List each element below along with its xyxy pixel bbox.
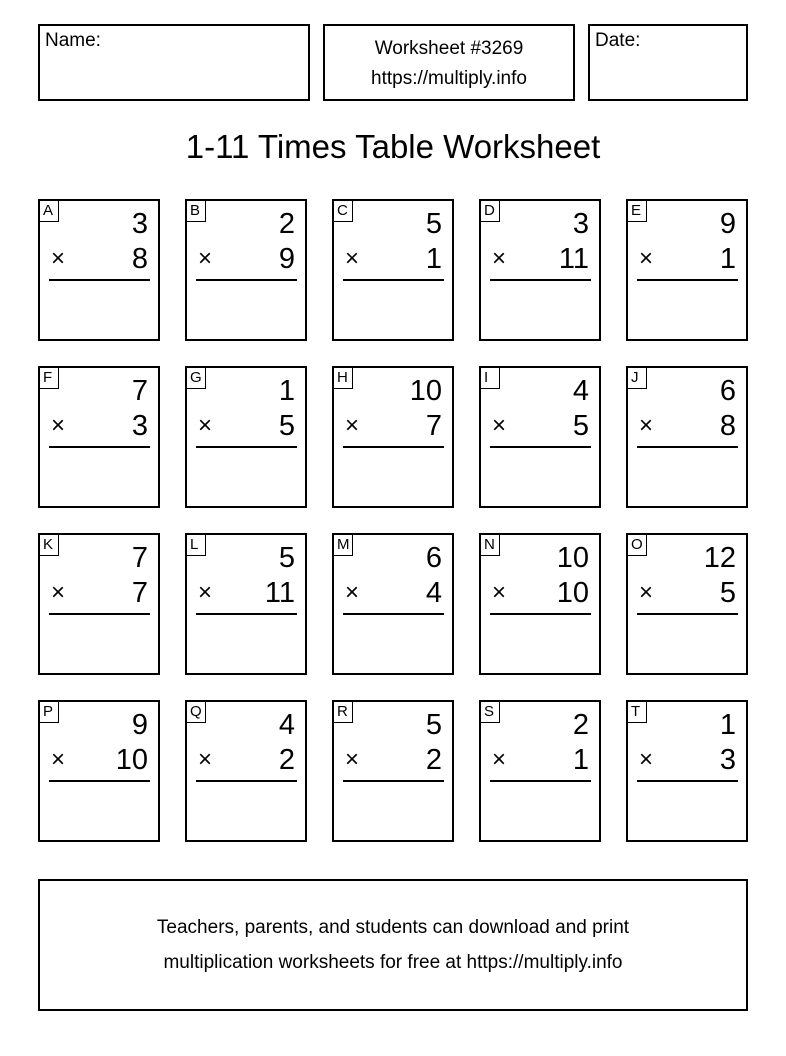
multiplier: 8: [719, 410, 736, 442]
problem-card[interactable]: [626, 533, 748, 675]
times-sign: ×: [51, 746, 66, 773]
multiplier: 1: [425, 243, 442, 275]
multiplicand: 6: [425, 542, 442, 574]
answer-line: [490, 613, 591, 615]
footer-line-2: multiplication worksheets for free at https://multiply.info: [163, 952, 623, 973]
worksheet-info-box: [323, 24, 575, 101]
multiplicand: 2: [278, 208, 295, 240]
answer-line: [343, 279, 444, 281]
multiplicand: 9: [719, 208, 736, 240]
times-sign: ×: [639, 412, 654, 439]
multiplicand: 7: [131, 542, 148, 574]
answer-line: [490, 780, 591, 782]
answer-line: [49, 780, 150, 782]
problem-card[interactable]: [332, 199, 454, 341]
times-sign: ×: [51, 245, 66, 272]
times-sign: ×: [198, 412, 213, 439]
problem-card[interactable]: [479, 366, 601, 508]
multiplicand: 7: [131, 375, 148, 407]
times-sign: ×: [51, 412, 66, 439]
multiplier: 8: [131, 243, 148, 275]
multiplier: 2: [278, 744, 295, 776]
multiplier: 5: [719, 577, 736, 609]
name-field[interactable]: [38, 24, 310, 101]
answer-line: [490, 446, 591, 448]
footer-line-1: Teachers, parents, and students can download and print: [156, 917, 630, 938]
times-sign: ×: [345, 245, 360, 272]
answer-line: [637, 780, 738, 782]
multiplier: 10: [115, 744, 148, 776]
multiplier: 2: [425, 744, 442, 776]
multiplicand: 10: [409, 375, 442, 407]
footer-box: [38, 879, 748, 1011]
problem-label: P: [40, 702, 59, 723]
problem-card[interactable]: [626, 700, 748, 842]
date-label: Date:: [595, 30, 641, 51]
problem-card[interactable]: [626, 199, 748, 341]
problem-label: G: [187, 368, 206, 389]
multiplicand: 4: [572, 375, 589, 407]
times-sign: ×: [345, 412, 360, 439]
problem-label: D: [481, 201, 500, 222]
problem-card[interactable]: [479, 199, 601, 341]
answer-line: [49, 446, 150, 448]
answer-line: [196, 446, 297, 448]
answer-line: [49, 279, 150, 281]
problem-label: O: [628, 535, 647, 556]
problem-label: F: [40, 368, 59, 389]
problem-card[interactable]: [185, 366, 307, 508]
times-sign: ×: [198, 245, 213, 272]
problem-card[interactable]: [479, 533, 601, 675]
problem-card[interactable]: [332, 700, 454, 842]
multiplicand: 1: [719, 709, 736, 741]
answer-line: [196, 780, 297, 782]
multiplier: 5: [572, 410, 589, 442]
multiplier: 11: [264, 577, 295, 609]
problem-label: K: [40, 535, 59, 556]
multiplicand: 5: [278, 542, 295, 574]
times-sign: ×: [492, 412, 507, 439]
problem-card[interactable]: [332, 533, 454, 675]
multiplicand: 5: [425, 709, 442, 741]
date-field[interactable]: [588, 24, 748, 101]
multiplicand: 2: [572, 709, 589, 741]
multiplier: 7: [425, 410, 442, 442]
problem-card[interactable]: [479, 700, 601, 842]
problem-card[interactable]: [185, 533, 307, 675]
times-sign: ×: [345, 579, 360, 606]
worksheet-id: Worksheet #3269: [374, 38, 524, 59]
times-sign: ×: [345, 746, 360, 773]
problem-card[interactable]: [626, 366, 748, 508]
problem-label: M: [334, 535, 353, 556]
multiplier: 5: [278, 410, 295, 442]
times-sign: ×: [198, 746, 213, 773]
times-sign: ×: [198, 579, 213, 606]
problem-label: E: [628, 201, 647, 222]
problem-card[interactable]: [38, 533, 160, 675]
multiplicand: 9: [131, 709, 148, 741]
problem-label: N: [481, 535, 500, 556]
problem-card[interactable]: [38, 366, 160, 508]
page-title: 1-11 Times Table Worksheet: [185, 128, 601, 165]
problem-label: J: [628, 368, 647, 389]
multiplicand: 3: [572, 208, 589, 240]
multiplier: 1: [719, 243, 736, 275]
multiplicand: 12: [703, 542, 736, 574]
problem-label: Q: [187, 702, 206, 723]
answer-line: [343, 613, 444, 615]
answer-line: [637, 613, 738, 615]
answer-line: [637, 446, 738, 448]
times-sign: ×: [492, 579, 507, 606]
multiplier: 3: [719, 744, 736, 776]
answer-line: [637, 279, 738, 281]
times-sign: ×: [639, 579, 654, 606]
multiplicand: 6: [719, 375, 736, 407]
multiplicand: 5: [425, 208, 442, 240]
problem-label: B: [187, 201, 206, 222]
problem-card[interactable]: [185, 199, 307, 341]
multiplicand: 10: [556, 542, 589, 574]
problem-label: S: [481, 702, 500, 723]
answer-line: [196, 613, 297, 615]
times-sign: ×: [51, 579, 66, 606]
multiplicand: 4: [278, 709, 295, 741]
multiplier: 4: [425, 577, 442, 609]
problem-grid: [38, 199, 749, 843]
problem-label: I: [481, 368, 500, 389]
problem-label: R: [334, 702, 353, 723]
answer-line: [343, 780, 444, 782]
multiplier: 9: [278, 243, 295, 275]
problem-card[interactable]: [38, 199, 160, 341]
problem-label: C: [334, 201, 353, 222]
problem-label: H: [334, 368, 353, 389]
times-sign: ×: [639, 245, 654, 272]
multiplicand: 3: [131, 208, 148, 240]
multiplier: 10: [556, 577, 589, 609]
answer-line: [343, 446, 444, 448]
problem-card[interactable]: [185, 700, 307, 842]
problem-card[interactable]: [332, 366, 454, 508]
answer-line: [49, 613, 150, 615]
answer-line: [196, 279, 297, 281]
times-sign: ×: [639, 746, 654, 773]
problem-label: A: [40, 201, 59, 222]
times-sign: ×: [492, 245, 507, 272]
multiplier: 3: [131, 410, 148, 442]
multiplier: 7: [131, 577, 148, 609]
name-label: Name:: [45, 30, 101, 51]
worksheet-url: https://multiply.info: [371, 68, 527, 89]
problem-label: T: [628, 702, 647, 723]
problem-label: L: [187, 535, 206, 556]
problem-card[interactable]: [38, 700, 160, 842]
multiplier: 11: [558, 243, 589, 275]
answer-line: [490, 279, 591, 281]
times-sign: ×: [492, 746, 507, 773]
multiplicand: 1: [278, 375, 295, 407]
multiplier: 1: [572, 744, 589, 776]
